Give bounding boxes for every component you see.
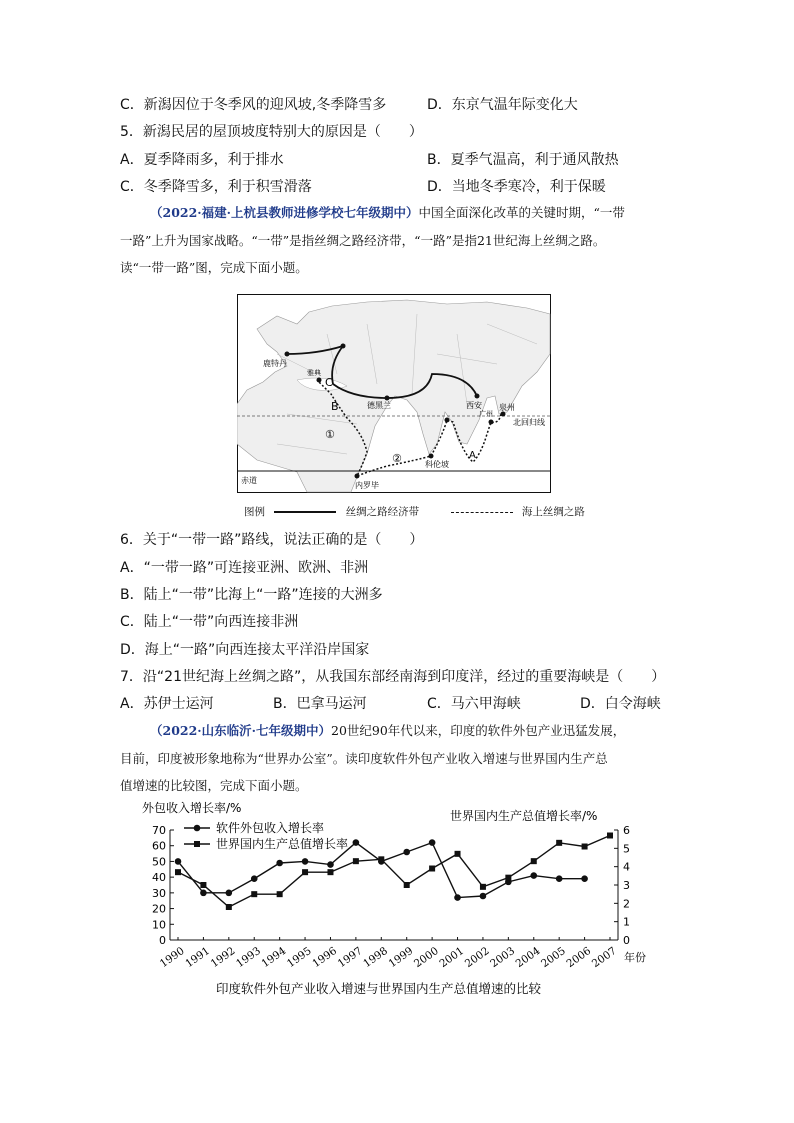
- left-tick-label: 50: [152, 855, 166, 869]
- outsourcing-point: [200, 890, 207, 897]
- nairobi-dot: [355, 474, 360, 479]
- outsourcing-point: [276, 860, 283, 867]
- passage2-line1: [150, 721, 625, 741]
- legend-sea-label: 海上丝绸之路: [521, 506, 585, 518]
- x-tick-label: 2007: [589, 944, 619, 971]
- tehran-dot: [385, 396, 390, 401]
- left-tick-label: 20: [152, 902, 166, 916]
- right-tick-label: 0: [623, 934, 630, 947]
- outsourcing-point: [327, 861, 334, 868]
- outsourcing-point: [556, 875, 563, 882]
- legend-marker: [194, 825, 201, 832]
- q5-option-c: C．冬季降雪多，利于积雪滑落: [120, 179, 312, 195]
- legend-label: 世界国内生产总值增长率: [216, 837, 349, 851]
- right-tick-label: 1: [623, 915, 630, 929]
- right-tick-label: 4: [623, 860, 630, 874]
- label-nairobi: 内罗毕: [355, 481, 379, 490]
- outsourcing-point: [403, 849, 410, 856]
- passage2-line3: 值增速的比较图，完成下面小题。: [120, 778, 308, 793]
- right-tick-label: 6: [623, 824, 630, 837]
- passage1-source: （2022·福建·上杭县教师进修学校七年级期中）: [150, 205, 419, 220]
- q7-option-c: C．马六甲海峡: [427, 696, 521, 712]
- q6-option-d: D．海上“一路”向西连接太平洋沿岸国家: [120, 642, 370, 658]
- q6-option-a: A．“一带一路”可连接亚洲、欧洲、非洲: [120, 560, 369, 576]
- x-tick-label: 2002: [462, 944, 492, 971]
- x-tick-label: 1996: [310, 944, 340, 971]
- growth-comparison-chart: [140, 798, 660, 1003]
- chart-series: [175, 820, 613, 910]
- q7-stem: 7．沿“21世纪海上丝绸之路”，从我国东部经南海到印度洋，经过的重要海峡是（ ）: [120, 669, 666, 685]
- x-tick-label: 1993: [234, 944, 263, 971]
- x-tick-label: 2000: [412, 944, 441, 971]
- gdp-point: [404, 882, 410, 888]
- q4-option-c: C．新潟因位于冬季风的迎风坡,冬季降雪多: [120, 97, 387, 113]
- label-athens: 雅典: [307, 369, 321, 377]
- moscow-dot: [341, 344, 346, 349]
- q5-option-a: A．夏季降雨多，利于排水: [120, 152, 284, 168]
- gdp-point: [480, 884, 486, 890]
- q7-option-a: A．苏伊士运河: [120, 696, 214, 712]
- kolkata-dot: [445, 418, 450, 423]
- legend-sea-swatch: [451, 512, 513, 513]
- outsourcing-point: [302, 858, 309, 865]
- right-tick-label: 3: [623, 879, 630, 892]
- x-tick-label: 1990: [157, 944, 187, 971]
- outsourcing-point: [581, 875, 588, 882]
- x-tick-label: 2004: [513, 944, 543, 971]
- passage1-line3: 读“一带一路”图，完成下面小题。: [120, 260, 308, 275]
- label-equator: 赤道: [241, 476, 257, 485]
- xian-dot: [475, 394, 480, 399]
- x-tick-label: 2006: [564, 944, 594, 971]
- passage2-line2: 目前，印度被形象地称为“世界办公室”。读印度软件外包产业收入增速与世界国内生产总: [120, 751, 608, 766]
- gdp-point: [429, 866, 435, 872]
- label-tehran: 德黑兰: [367, 401, 391, 410]
- belt-road-map: [237, 294, 551, 493]
- mark-a: A: [469, 450, 476, 461]
- gdp-point: [226, 904, 232, 910]
- q5-option-b: B．夏季气温高，利于通风散热: [427, 152, 619, 168]
- left-tick-label: 60: [152, 839, 166, 853]
- gdp-point: [582, 844, 588, 850]
- chart-xlabel: 年份: [624, 951, 646, 964]
- mark-b: B: [331, 400, 339, 413]
- passage1-line1: [150, 203, 625, 223]
- gdp-point: [505, 875, 511, 881]
- right-tick-label: 5: [623, 842, 630, 856]
- left-tick-label: 0: [159, 934, 166, 947]
- x-tick-label: 2001: [437, 944, 467, 971]
- x-tick-label: 2005: [539, 944, 568, 971]
- right-tick-label: 2: [623, 897, 630, 911]
- label-guangzhou: 广州: [479, 410, 493, 418]
- gdp-point: [607, 833, 613, 839]
- q5-option-d: D．当地冬季寒冷，利于保暖: [427, 179, 606, 195]
- gdp-point: [531, 858, 537, 864]
- mark-1: ①: [325, 428, 335, 441]
- x-tick-label: 1991: [183, 944, 213, 971]
- q7-option-d: D．白令海峡: [580, 696, 661, 712]
- legend-label: 软件外包收入增长率: [216, 821, 325, 835]
- gdp-point: [556, 840, 562, 846]
- rotterdam-dot: [285, 352, 290, 357]
- x-tick-label: 1995: [284, 944, 314, 971]
- gdp-point: [277, 891, 283, 897]
- label-colombo: 科伦坡: [425, 460, 449, 469]
- left-tick-label: 10: [152, 918, 166, 932]
- colombo-dot: [429, 454, 434, 459]
- q4-option-d: D．东京气温年际变化大: [427, 97, 578, 113]
- x-tick-label: 1992: [208, 944, 238, 971]
- x-tick-label: 1998: [361, 944, 390, 971]
- gdp-point: [378, 856, 384, 862]
- quanzhou-dot: [501, 412, 506, 417]
- chart-title: 印度软件外包产业收入增速与世界国内生产总值增速的比较: [216, 981, 542, 996]
- chart-ylabel-left: 外包收入增长率/%: [142, 801, 242, 815]
- q7-option-b: B．巴拿马运河: [273, 696, 367, 712]
- x-tick-label: 2003: [488, 944, 518, 971]
- label-tropic: 北回归线: [513, 418, 545, 427]
- legend-marker: [194, 841, 200, 847]
- q6-option-b: B．陆上“一带”比海上“一路”连接的大洲多: [120, 587, 383, 603]
- outsourcing-point: [429, 839, 436, 846]
- outsourcing-point: [353, 839, 360, 846]
- legend-land-swatch: [274, 511, 336, 513]
- passage1-line2: 一路”上升为国家战略。“一带”是指丝绸之路经济带，“一路”是指21世纪海上丝绸之路。: [120, 233, 606, 248]
- gdp-point: [302, 869, 308, 875]
- gdp-point: [175, 869, 181, 875]
- gdp-point: [251, 891, 257, 897]
- legend-title: 图例: [244, 506, 265, 518]
- left-tick-label: 40: [152, 871, 166, 885]
- passage1-line1-text: 中国全面深化改革的关键时期，“一带: [418, 205, 625, 220]
- gdp-point: [353, 858, 359, 864]
- label-quanzhou: 泉州: [499, 403, 515, 412]
- chart-ylabel-right: 世界国内生产总值增长率/%: [450, 809, 598, 823]
- gdp-point: [455, 851, 461, 857]
- guangzhou-dot: [489, 420, 494, 425]
- mark-2: ②: [392, 452, 402, 465]
- label-xian: 西安: [466, 401, 482, 410]
- q6-option-c: C．陆上“一带”向西连接非洲: [120, 614, 299, 630]
- gdp-point: [200, 882, 206, 888]
- q6-stem: 6．关于“一带一路”路线，说法正确的是（ ）: [120, 532, 424, 548]
- gdp-point: [327, 869, 333, 875]
- label-rotterdam: 鹿特丹: [263, 359, 287, 368]
- map-legend: [244, 504, 585, 519]
- legend-land-label: 丝绸之路经济带: [345, 506, 420, 518]
- x-tick-label: 1997: [335, 944, 365, 971]
- outsourcing-point: [530, 872, 537, 879]
- mark-c: C: [325, 376, 333, 389]
- athens-dot: [317, 378, 322, 383]
- left-tick-label: 70: [152, 824, 166, 837]
- passage2-source: （2022·山东临沂·七年级期中）: [150, 723, 331, 738]
- outsourcing-point: [251, 875, 258, 882]
- outsourcing-point: [480, 893, 487, 900]
- left-tick-label: 30: [152, 886, 166, 900]
- outsourcing-point: [226, 890, 233, 897]
- outsourcing-point: [454, 894, 461, 901]
- x-tick-label: 1999: [386, 944, 416, 971]
- q5-stem: 5．新潟民居的屋顶坡度特别大的原因是（ ）: [120, 124, 423, 140]
- outsourcing-point: [175, 858, 182, 865]
- passage2-line1-text: 20世纪90年代以来，印度的软件外包产业迅猛发展，: [331, 723, 626, 738]
- x-tick-label: 1994: [259, 944, 289, 971]
